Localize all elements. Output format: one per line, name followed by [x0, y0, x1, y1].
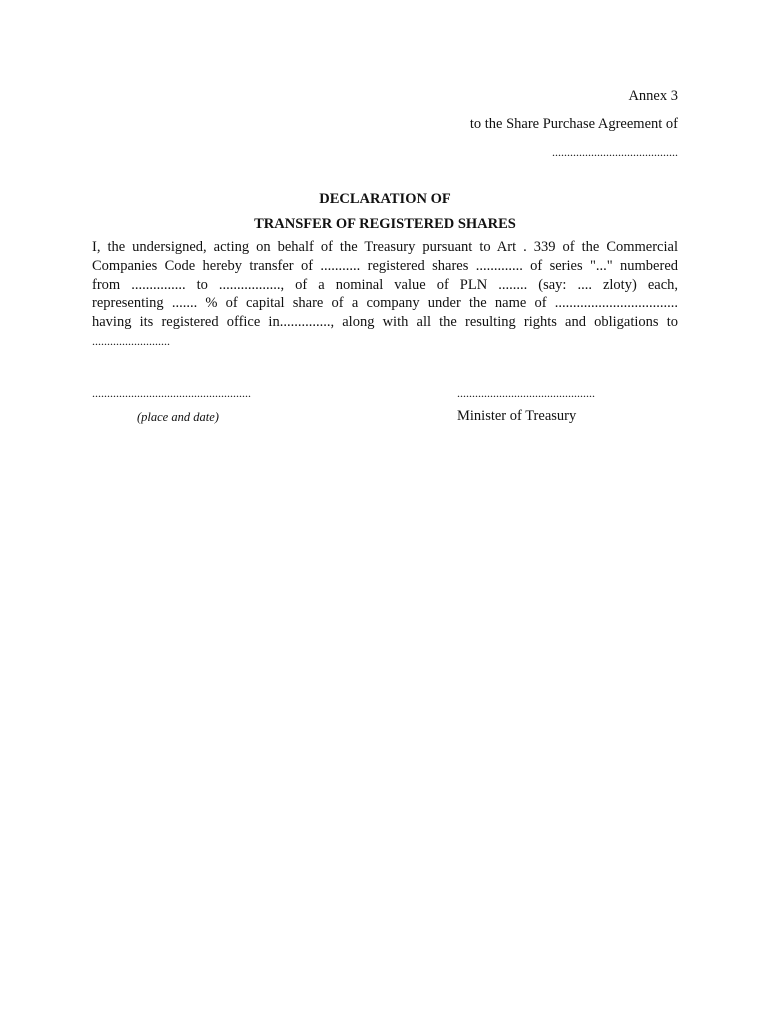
document-title-line2: TRANSFER OF REGISTERED SHARES: [254, 216, 516, 232]
body-line: Companies Code hereby transfer of ........... registered shares ............. of series "..." numbered: [92, 257, 678, 274]
declaration-body: [92, 238, 678, 351]
agreement-reference: to the Share Purchase Agreement of: [469, 116, 678, 132]
place-date-label: (place and date): [137, 410, 219, 424]
body-line: having its registered office in.............., along with all the resulting rights and obligations to: [92, 314, 678, 331]
body-line: from ............... to ................., of a nominal value of PLN ........ (say: .... zloty) each,: [92, 276, 678, 293]
document-title-line1: DECLARATION OF: [319, 191, 451, 207]
body-line: I, the undersigned, acting on behalf of the Treasury pursuant to Art . 339 of the Commercial: [92, 239, 678, 255]
place-date-blank: .....................................................: [92, 386, 251, 400]
body-line: representing ....... % of capital share of a company under the name of ..................................: [92, 295, 678, 312]
body-line: ..........................: [92, 333, 170, 348]
minister-signature-blank: ..............................................: [457, 386, 595, 400]
agreement-blank: ..........................................: [552, 145, 678, 159]
annex-number: Annex 3: [628, 88, 678, 104]
minister-label: Minister of Treasury: [457, 408, 577, 424]
